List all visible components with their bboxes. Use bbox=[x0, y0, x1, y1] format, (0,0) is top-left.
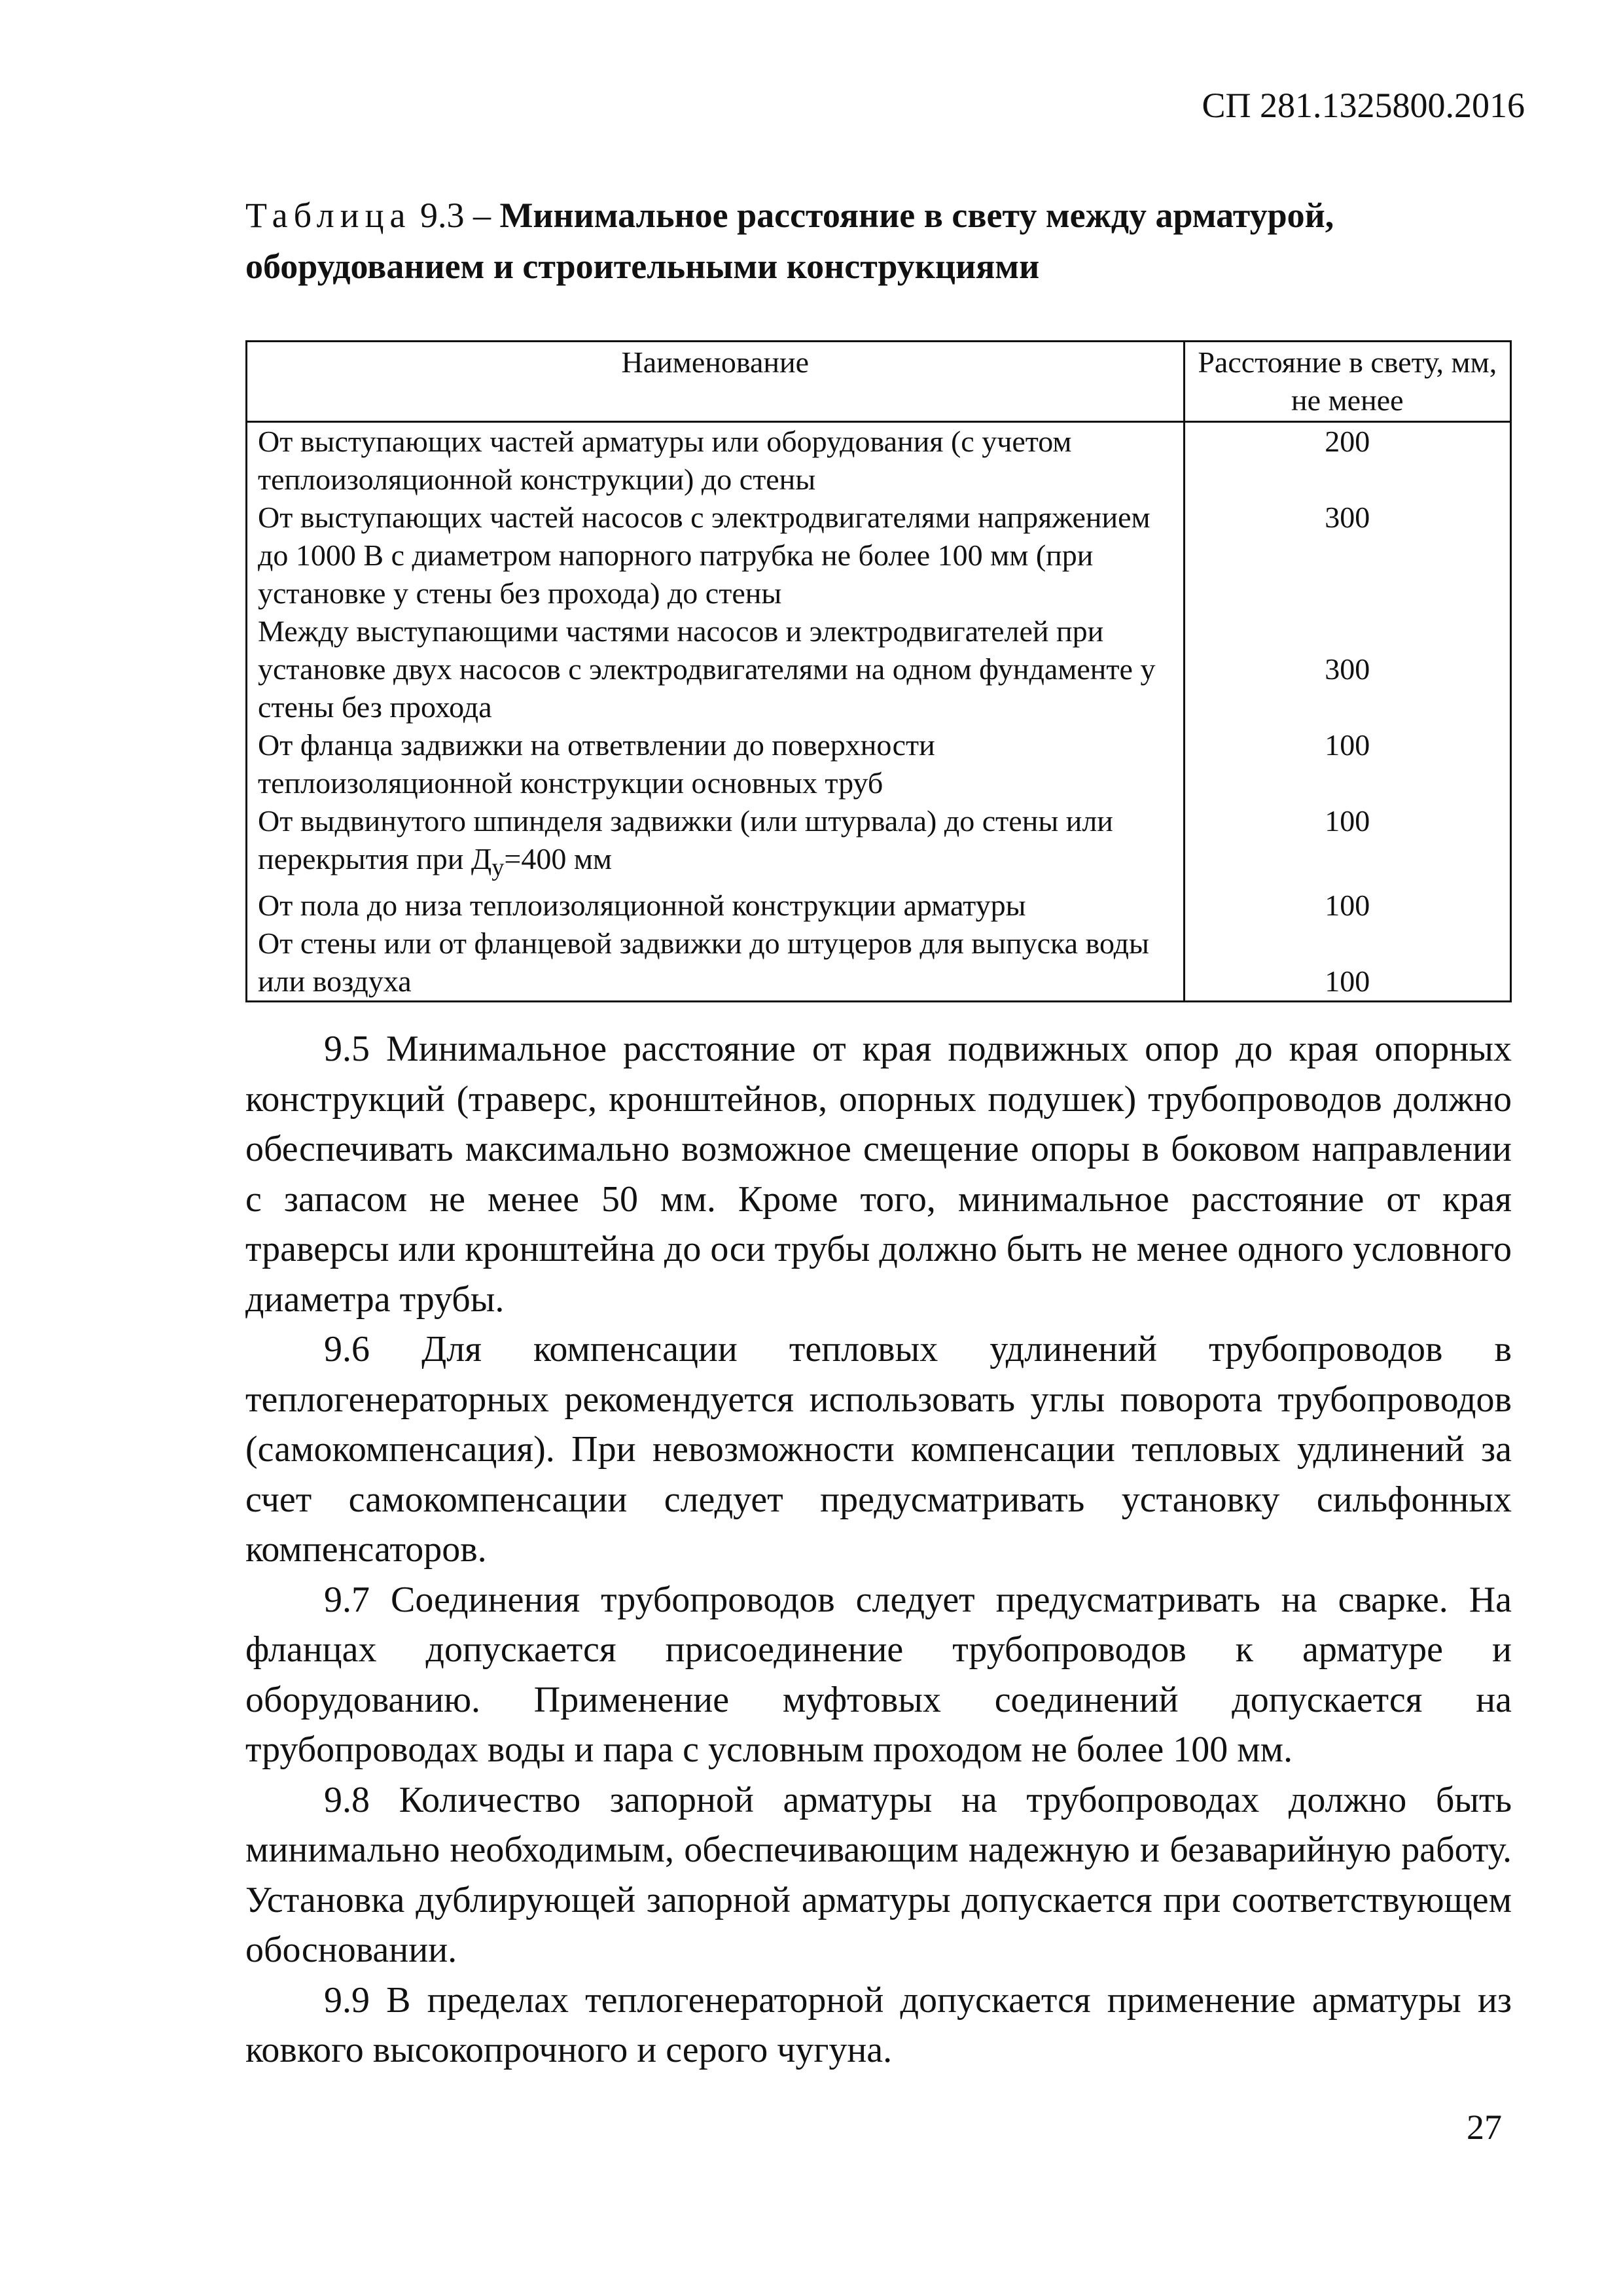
row-name bbox=[247, 802, 1185, 887]
paragraph-9-8: 9.8 Количество запорной арматуры на трубопроводах должно быть минимально необходимым, обеспечивающим надежную и безаварийную работу. Установка дублирующей запорной арматуры допускается при соответствующем обосновании. bbox=[245, 1779, 1512, 1970]
row-value: 100 bbox=[1184, 925, 1510, 1002]
row-value: 100 bbox=[1184, 887, 1510, 925]
paragraph-9-5: 9.5 Минимальное расстояние от края подвижных опор до края опорных конструкций (траверс, кронштейнов, опорных подушек) трубопроводов должно обеспечивать максимально возможное смещение опоры в боковом направлении с запасом не менее 50 мм. Кроме того, минимальное расстояние от края траверсы или кронштейна до оси трубы должно быть не менее одного условного диаметра трубы. bbox=[245, 1029, 1512, 1320]
header-distance: Расстояние в свету, мм, не менее bbox=[1184, 342, 1510, 422]
row-value: 100 bbox=[1184, 726, 1510, 802]
paragraph-9-6: 9.6 Для компенсации тепловых удлинений трубопроводов в теплогенераторных рекомендуется использовать углы поворота трубопроводов (самокомпенсация). При невозможности компенсации тепловых удлинений за счет самокомпенсации следует предусматривать установку сильфонных компенсаторов. bbox=[245, 1329, 1512, 1570]
row-value: 300 bbox=[1184, 612, 1510, 726]
table-row bbox=[247, 802, 1511, 887]
body-text bbox=[245, 1024, 1512, 2075]
table-title-number: 9.3 bbox=[419, 196, 465, 235]
table-row bbox=[247, 726, 1511, 802]
row-name: От фланца задвижки на ответвлении до поверхности теплоизоляционной конструкции основных труб bbox=[247, 726, 1185, 802]
row-name-suffix: =400 мм bbox=[504, 842, 613, 875]
row-name: От пола до низа теплоизоляционной конструкции арматуры bbox=[247, 887, 1185, 925]
header-name: Наименование bbox=[247, 342, 1185, 422]
paragraph-9-7: 9.7 Соединения трубопроводов следует предусматривать на сварке. На фланцах допускается присоединение трубопроводов к арматуре и оборудованию. Применение муфтовых соединений допускается на трубопроводах воды и пара с условным проходом не более 100 мм. bbox=[245, 1579, 1512, 1770]
table-title bbox=[245, 190, 1512, 292]
table-header-row bbox=[247, 342, 1511, 422]
row-name-subscript: у bbox=[491, 854, 505, 882]
row-value: 100 bbox=[1184, 802, 1510, 887]
table-title-text: Минимальное расстояние в свету между арматурой, оборудованием и строительными конструкциями bbox=[245, 196, 1334, 286]
table-row bbox=[247, 887, 1511, 925]
table-row bbox=[247, 925, 1511, 1002]
clearance-table bbox=[245, 340, 1512, 1002]
row-name: От выступающих частей арматуры или оборудования (с учетом теплоизоляционной конструкции) до стены bbox=[247, 422, 1185, 499]
row-name: Между выступающими частями насосов и электродвигателей при установке двух насосов с электродвигателями на одном фундаменте у стены без прохода bbox=[247, 612, 1185, 726]
table-row bbox=[247, 422, 1511, 499]
table-row bbox=[247, 499, 1511, 612]
table-title-label: Таблица bbox=[245, 196, 412, 235]
paragraph-9-9: 9.9 В пределах теплогенераторной допускается применение арматуры из ковкого высокопрочного и серого чугуна. bbox=[245, 1979, 1512, 2070]
row-name: От выступающих частей насосов с электродвигателями напряжением до 1000 В с диаметром напорного патрубка не более 100 мм (при установке у стены без прохода) до стены bbox=[247, 499, 1185, 612]
page-number: 27 bbox=[1467, 2108, 1502, 2147]
row-value: 200 bbox=[1184, 422, 1510, 499]
table-title-dash: – bbox=[473, 196, 491, 235]
document-code: СП 281.1325800.2016 bbox=[1202, 86, 1525, 125]
row-name: От стены или от фланцевой задвижки до штуцеров для выпуска воды или воздуха bbox=[247, 925, 1185, 1002]
table-row bbox=[247, 612, 1511, 726]
row-value: 300 bbox=[1184, 499, 1510, 612]
row-name-prefix: От выдвинутого шпинделя задвижки (или штурвала) до стены или перекрытия при Д bbox=[258, 804, 1113, 875]
